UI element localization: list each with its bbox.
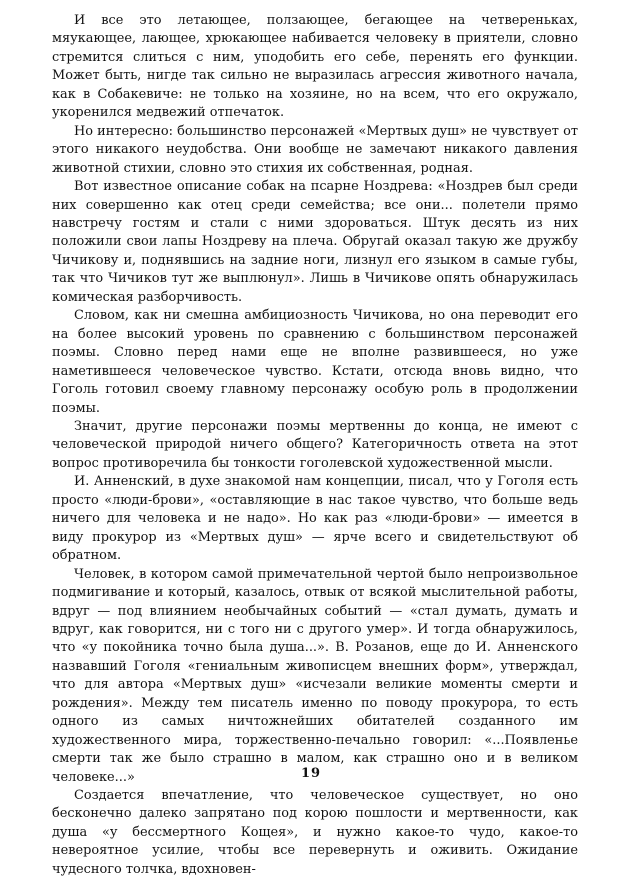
paragraph-4: Словом, как ни смешна амбициозность Чичикова, но она переводит его на более высокий уровень по сравнению с большинством персонажей поэмы. Словно перед нами еще не вполне развившееся, но уже наметившееся человеческое чувство. Кстати, отсюда вновь видно, что Гоголь готовил своему главному персонажу особую роль в продолжении поэмы. (52, 308, 578, 416)
page-number: 19 (300, 766, 322, 781)
text-body (52, 12, 578, 879)
paragraph-7: Человек, в котором самой примечательной чертой было непроизвольное подмигивание и который, казалось, отвык от всякой мыслительной работы, вдруг — под влиянием необычайных событий — «стал думать, думать и вдруг, как говорится, ни с того ни с другого умер». И тогда обнаружилось, что «у покойника точно была душа...». В. Розанов, еще до И. Анненского назвавший Гоголя «гениальным живописцем внешних форм», утверждал, что для автора «Мертвых душ» «исчезали великие моменты смерти и рождения». Между тем писатель именно по поводу прокурора, то есть одного из самых ничтожнейших обитателей созданного им художественного мира, торжественно-печально говорил: «...Появленье смерти так же было страшно в малом, как страшно оно и в великом человеке...» (52, 566, 578, 785)
paragraph-3: Вот известное описание собак на псарне Ноздрева: «Ноздрев был среди них совершенно как отец среди семейства; все они... полетели прямо навстречу гостям и стали с ними здороваться. Штук десять из них положили свои лапы Ноздреву на плеча. Обругай оказал такую же дружбу Чичикову и, поднявшись на задние ноги, лизнул его языком в самые губы, так что Чичиков тут же выплюнул». Лишь в Чичикове опять обнаружилась комическая разборчивость. (52, 179, 578, 305)
paragraph-2: Но интересно: большинство персонажей «Мертвых душ» не чувствует от этого никакого неудобства. Они вообще не замечают никакого давления животной стихии, словно это стихия их собственная, родная. (52, 123, 578, 176)
paragraph-8: Создается впечатление, что человеческое существует, но оно бесконечно далеко запрятано под корою пошлости и мертвенности, как душа «у бессмертного Кощея», и нужно какое-то чудо, какое-то невероятное усилие, чтобы все перевернуть и оживить. Ожидание чудесного толчка, вдохновен- (52, 788, 578, 877)
paragraph-6: И. Анненский, в духе знакомой нам концепции, писал, что у Гоголя есть просто «люди-брови», «оставляющие в нас такое чувство, что больше ведь ничего для человека и не надо». Но как раз «люди-брови» — имеется в виду прокурор из «Мертвых душ» — ярче всего и свидетельствуют об обратном. (52, 474, 578, 564)
paragraph-1: И все это летающее, ползающее, бегающее на четвереньках, мяукающее, лающее, хрюкающее набивается человеку в приятели, словно стремится слиться с ним, уподобить его себе, перенять его функции. Может быть, нигде так сильно не выразилась агрессия животного начала, как в Собакевиче: не только на хозяине, но на всем, что его окружало, укоренился медвежий отпечаток. (52, 13, 578, 121)
paragraph-5: Значит, другие персонажи поэмы мертвенны до конца, не имеют с человеческой природой ничего общего? Категоричность ответа на этот вопрос противоречила бы тонкости гоголевской художественной мысли. (52, 418, 578, 471)
